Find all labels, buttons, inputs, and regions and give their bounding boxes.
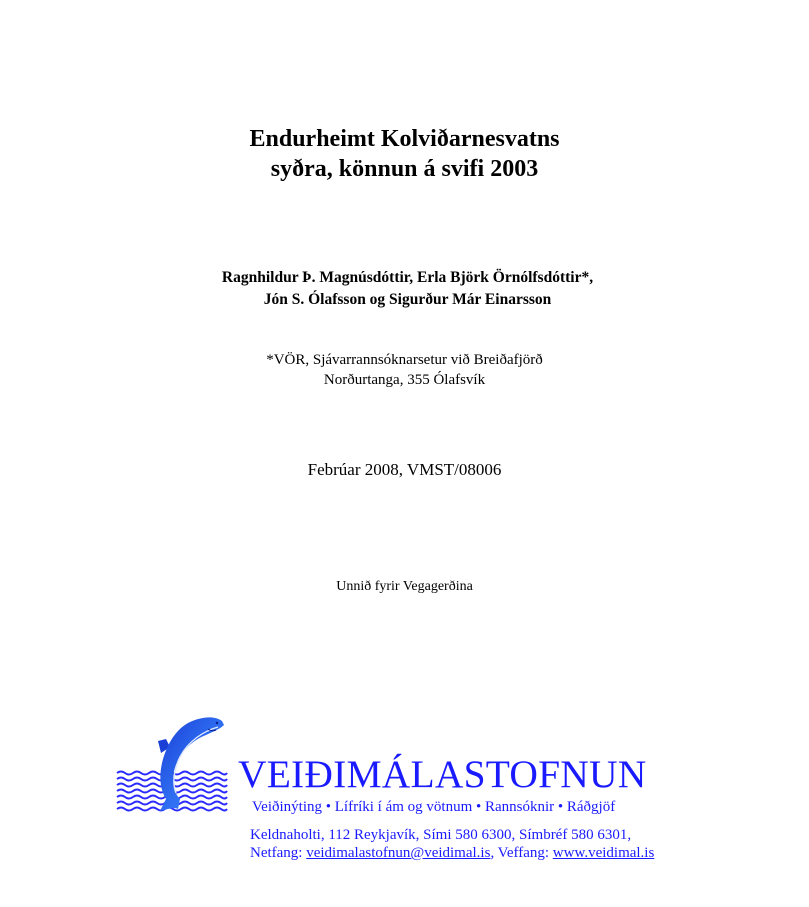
report-date-number: Febrúar 2008, VMST/08006 (307, 460, 502, 479)
contact-line (250, 844, 654, 862)
address-line: Keldnaholti, 112 Reykjavík, Sími 580 6300, Símbréf 580 6301, (250, 827, 632, 843)
report-title (0, 124, 809, 184)
institution-name: VEIÐIMÁLASTOFNUN (238, 752, 647, 796)
authors (3, 267, 809, 311)
affiliation-line-1: *VÖR, Sjávarrannsóknarsetur við Breiðafjörð (266, 352, 543, 368)
email-label: Netfang: (250, 845, 307, 861)
affiliation-line-2: Norðurtanga, 355 Ólafsvík (323, 372, 486, 388)
website-link[interactable]: www.veidimal.is (552, 845, 655, 861)
salmon-logo-icon (114, 713, 234, 817)
institution-tagline: Veiðinýting • Lífríki í ám og vötnum • Rannsóknir • Ráðgjöf (252, 799, 616, 815)
email-link[interactable]: veidimalastofnun@veidimal.is (306, 845, 491, 861)
institution-contact (250, 826, 654, 862)
title-line-1: Endurheimt Kolviðarnesvatns (249, 126, 560, 152)
affiliation (0, 350, 809, 390)
authors-line-2: Jón S. Ólafsson og Sigurður Már Einarsson (263, 291, 552, 308)
client-note: Unnið fyrir Vegagerðina (336, 579, 473, 594)
web-label: , Veffang: (490, 845, 553, 861)
authors-line-1: Ragnhildur Þ. Magnúsdóttir, Erla Björk Örnólfsdóttir*, (221, 269, 594, 286)
title-line-2: syðra, könnun á svifi 2003 (270, 156, 539, 182)
